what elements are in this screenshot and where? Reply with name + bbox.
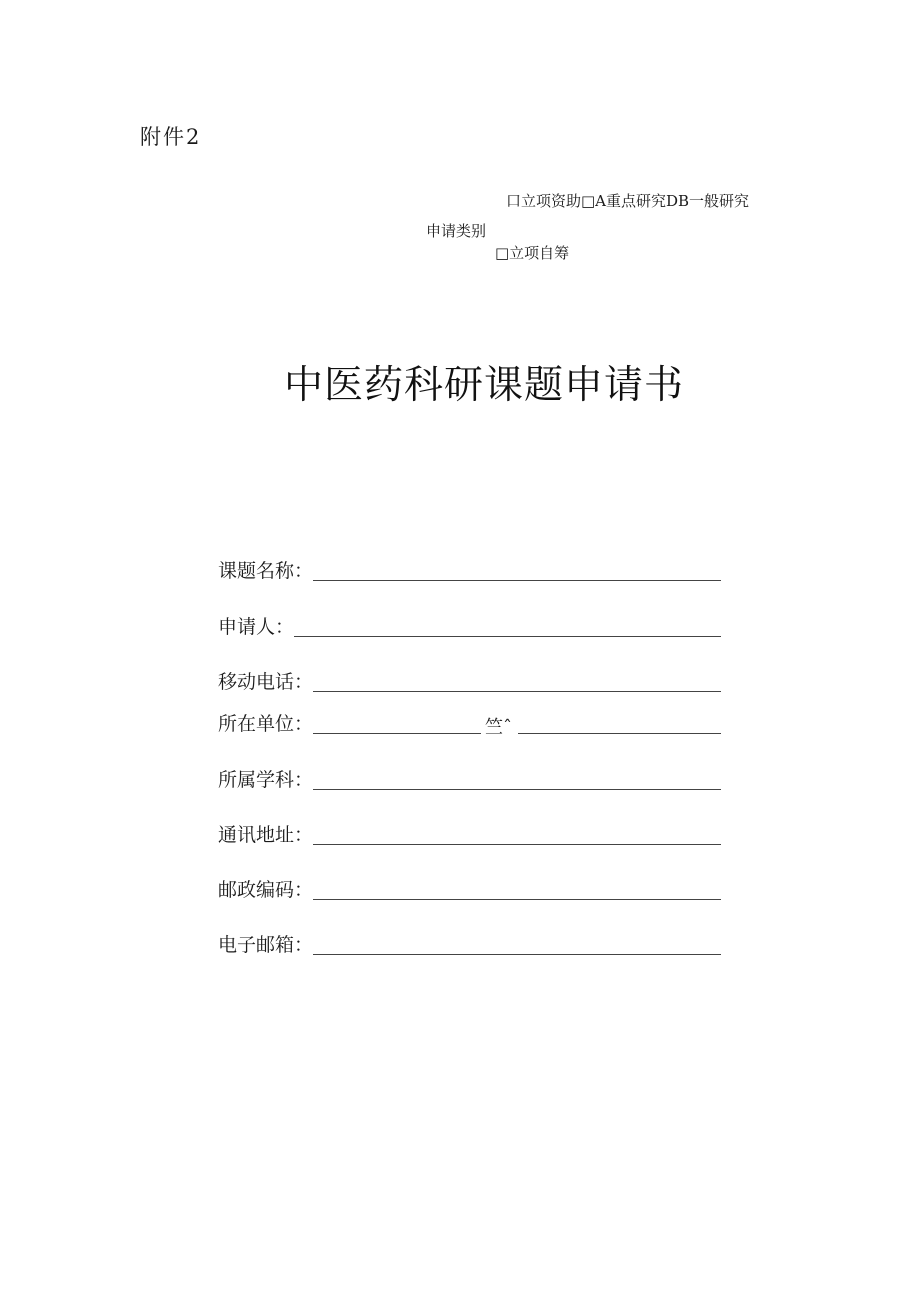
fill-in-line[interactable] [313,690,721,692]
fill-in-line[interactable] [313,898,721,900]
field-mailing-address [218,817,721,847]
fill-in-line[interactable] [313,788,721,790]
fill-in-line[interactable] [313,843,721,845]
field-label: 课题名称： [218,560,314,582]
fill-in-line[interactable] [313,717,721,738]
underline-segment [518,732,721,734]
fill-in-line[interactable] [313,579,721,581]
field-project-name [218,553,721,583]
field-discipline [218,762,721,792]
category-label: 申请类别 [426,222,487,240]
category-options-line1: 口立项资助□A重点研究DB一般研究 [506,192,750,210]
underline-segment [313,732,481,734]
fill-in-line[interactable] [294,635,721,637]
field-postal-code [218,872,721,902]
field-organization [218,706,721,736]
field-label: 邮政编码： [218,879,314,901]
fill-in-line[interactable] [313,953,721,955]
field-mobile-phone [218,664,721,694]
field-label: 申请人： [218,616,295,638]
field-label: 所在单位： [218,713,314,735]
attachment-label: 附件2 [140,125,202,149]
field-email [218,927,721,957]
field-value: 竺ˆ [485,717,513,738]
document-title: 中医药科研课题申请书 [284,363,685,408]
field-label: 所属学科： [218,769,314,791]
field-label: 电子邮箱： [218,934,314,956]
field-label: 通讯地址： [218,824,314,846]
field-applicant [218,609,721,639]
field-label: 移动电话： [218,671,314,693]
category-options-line2: □立项自筹 [495,244,570,262]
